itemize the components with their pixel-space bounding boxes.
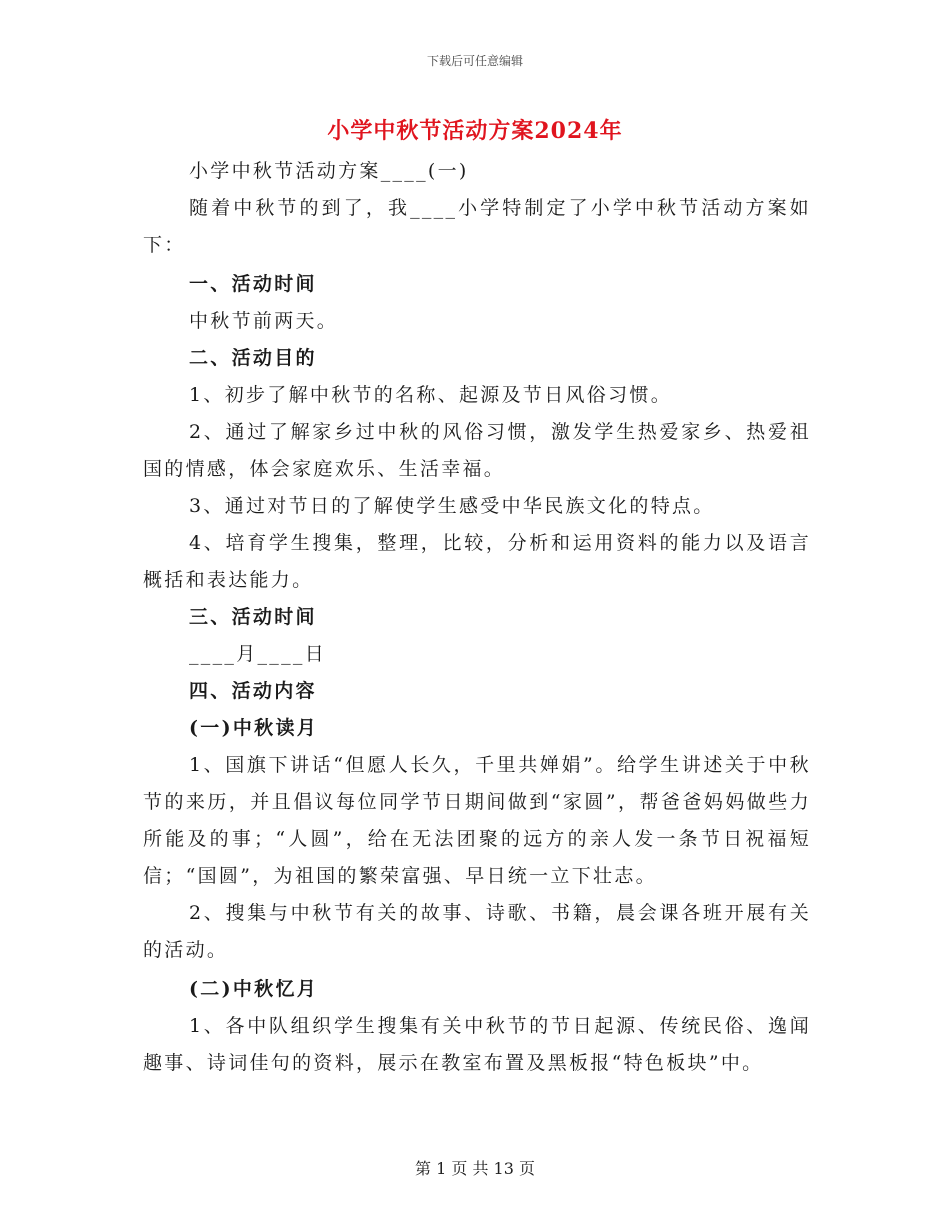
- document-title: 小学中秋节活动方案2024年: [327, 118, 623, 144]
- paragraph-read-moon-1: 1、国旗下讲话“但愿人长久，千里共婵娟”。给学生讲述关于中秋节的来历，并且倡议每位同学节日期间做到“家圆”，帮爸爸妈妈做些力所能及的事；“人圆”，给在无法团聚的远方的亲人发一条节日祝福短信；“国圆”，为祖国的繁荣富强、早日统一立下壮志。: [143, 754, 811, 887]
- section-heading-purpose: 二、活动目的: [189, 347, 317, 369]
- paragraph-recall-moon-1: 1、各中队组织学生搜集有关中秋节的节日起源、传统民俗、逸闻趣事、诗词佳句的资料，展示在教室布置及黑板报“特色板块”中。: [143, 1015, 811, 1074]
- page-header-note: 下载后可任意编辑: [426, 54, 523, 68]
- section-heading-time-2: 三、活动时间: [189, 606, 317, 628]
- document-body: [143, 153, 811, 1082]
- paragraph-time: 中秋节前两天。: [189, 310, 339, 332]
- paragraph-purpose-1: 1、初步了解中秋节的名称、起源及节日风俗习惯。: [189, 384, 672, 406]
- paragraph-read-moon-2: 2、搜集与中秋节有关的故事、诗歌、书籍，晨会课各班开展有关的活动。: [143, 902, 811, 961]
- paragraph-purpose-2: 2、通过了解家乡过中秋的风俗习惯，激发学生热爱家乡、热爱祖国的情感，体会家庭欢乐、生活幸福。: [143, 421, 811, 480]
- subsection-heading-read-moon: (一)中秋读月: [189, 717, 319, 739]
- section-heading-time: 一、活动时间: [189, 273, 317, 295]
- paragraph-intro: 随着中秋节的到了，我____小学特制定了小学中秋节活动方案如下：: [143, 197, 811, 256]
- paragraph-date: ____月____日: [189, 643, 326, 665]
- paragraph-purpose-4: 4、培育学生搜集，整理，比较，分析和运用资料的能力以及语言概括和表达能力。: [143, 532, 811, 591]
- paragraph-subtitle: 小学中秋节活动方案____(一): [189, 160, 469, 182]
- page-number: 第 1 页 共 13 页: [415, 1159, 535, 1178]
- section-heading-content: 四、活动内容: [189, 680, 317, 702]
- subsection-heading-recall-moon: (二)中秋忆月: [189, 978, 319, 1000]
- paragraph-purpose-3: 3、通过对节日的了解使学生感受中华民族文化的特点。: [189, 495, 715, 517]
